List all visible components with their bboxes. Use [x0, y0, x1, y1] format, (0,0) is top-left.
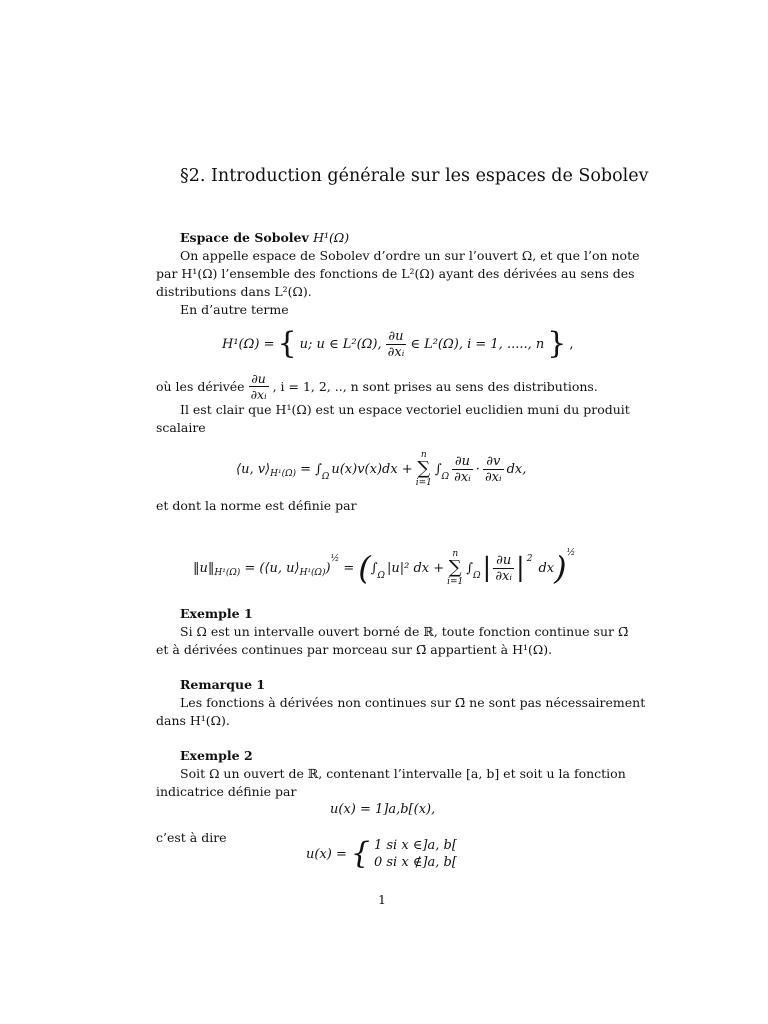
fraction-denominator: ∂xᵢ	[387, 344, 405, 360]
fraction-numerator: ∂v	[483, 454, 504, 470]
paragraph-line: scalaire	[156, 420, 206, 435]
big-paren-open: (	[358, 549, 371, 587]
paragraph-line: En d’autre terme	[180, 302, 289, 317]
equation-exponent: ½	[330, 554, 340, 564]
case-line: 0 si x ∉]a, b[	[373, 855, 457, 870]
integral-symbol: ∫	[466, 560, 474, 576]
page-title: §2. Introduction générale sur les espaces de Sobolev	[180, 166, 649, 186]
integral-domain: Ω	[473, 571, 481, 581]
equation-lhs: ⟨u, v⟩	[236, 461, 271, 477]
cases-list	[374, 837, 457, 871]
equation-fraction	[493, 553, 514, 584]
equation-subscript: H¹(Ω)	[214, 568, 241, 578]
abs-bar: |	[515, 553, 525, 583]
equation-indicator: u(x) = 1]a,b[(x),	[330, 802, 436, 817]
sum-upper: n	[452, 549, 459, 559]
equation-exponent: 2	[526, 554, 533, 564]
paragraph-line: par H¹(Ω) l’ensemble des fonctions de L²(Ω) ayant des dérivées au sens des	[156, 266, 635, 281]
equation-lhs: ‖u‖	[193, 560, 215, 576]
paragraph-line	[156, 368, 598, 404]
equation-fraction	[386, 329, 407, 360]
page-number: 1	[378, 892, 386, 907]
equation-exponent: ½	[566, 548, 576, 558]
summation	[416, 450, 432, 488]
equation-part: dx	[538, 560, 555, 576]
big-paren-close: )	[554, 549, 567, 587]
example-heading: Exemple 1	[180, 606, 253, 621]
sum-upper: n	[420, 450, 427, 460]
fraction-denominator: ∂xᵢ	[484, 469, 502, 485]
paragraph-line: dans H¹(Ω).	[156, 713, 230, 728]
paren-close: )	[325, 560, 331, 576]
example-heading: Exemple 2	[180, 748, 253, 763]
fraction-denominator: ∂xᵢ	[250, 386, 267, 402]
section-heading-text: Espace de Sobolev	[180, 230, 309, 245]
equation-norm	[193, 540, 575, 596]
fraction-numerator: ∂u	[452, 454, 473, 470]
paragraph-line: Soit Ω un ouvert de ℝ, contenant l’intervalle [a, b] et soit u la fonction	[180, 766, 626, 781]
sum-lower: i=1	[447, 577, 464, 587]
equation-set-part: ∈ L²(Ω), i = 1, ....., n	[410, 336, 545, 352]
text-fragment: où les dérivée	[156, 378, 245, 394]
paragraph-line: On appelle espace de Sobolev d’ordre un sur l’ouvert Ω, et que l’on note	[180, 248, 640, 263]
integral-symbol: ∫	[370, 560, 378, 576]
equation-part: =	[343, 560, 355, 576]
equation-cases	[306, 834, 457, 874]
integral-domain: Ω	[441, 472, 450, 482]
equation-part: dx,	[506, 461, 527, 477]
equation-lhs: H¹(Ω) =	[222, 336, 275, 352]
remark-heading: Remarque 1	[180, 677, 266, 692]
equation-part: |u|² dx +	[386, 560, 445, 576]
equation-lhs: u(x) =	[306, 846, 347, 862]
summation	[447, 549, 463, 587]
sigma-symbol: ∑	[417, 458, 431, 479]
equation-h1-definition	[222, 322, 573, 366]
equation-brace-close: }	[547, 326, 567, 361]
equation-part: = (⟨u, u⟩	[244, 560, 300, 576]
section-heading	[180, 230, 349, 245]
section-heading-math: H¹(Ω)	[313, 230, 350, 245]
equation-comma: ,	[569, 336, 574, 352]
text-fragment: , i = 1, 2, .., n sont prises au sens des distributions.	[272, 378, 598, 394]
sum-lower: i=1	[415, 478, 432, 488]
dot-operator: ·	[475, 461, 480, 477]
equation-brace-open: {	[277, 326, 297, 361]
fraction-numerator: ∂u	[386, 329, 407, 345]
paragraph-line: c’est à dire	[156, 830, 227, 845]
equation-subscript: H¹(Ω)	[299, 568, 326, 578]
equation-fraction	[452, 454, 473, 485]
equation-part: = ∫	[300, 461, 322, 477]
fraction-denominator: ∂xᵢ	[454, 469, 471, 485]
paragraph-line: indicatrice définie par	[156, 784, 297, 799]
paragraph-line: Les fonctions à dérivées non continues sur Ω̄ ne sont pas nécessairement	[180, 695, 646, 710]
fraction-numerator: ∂u	[493, 553, 514, 569]
equation-part: u(x)v(x)dx +	[331, 461, 413, 477]
fraction-denominator: ∂xᵢ	[495, 568, 512, 584]
cases-brace: {	[350, 836, 370, 871]
paragraph-line: distributions dans L²(Ω).	[156, 284, 312, 299]
sigma-symbol: ∑	[448, 557, 462, 578]
equation-scalar-product	[236, 446, 526, 492]
case-line: 1 si x ∈]a, b[	[373, 838, 457, 853]
equation-subscript: H¹(Ω)	[270, 469, 297, 479]
integral-domain: Ω	[377, 571, 385, 581]
paragraph-line: Il est clair que H¹(Ω) est un espace vectoriel euclidien muni du produit	[180, 402, 630, 417]
integral-domain: Ω	[321, 472, 330, 482]
equation-set-part: u; u ∈ L²(Ω),	[299, 336, 382, 352]
paragraph-line: Si Ω est un intervalle ouvert borné de ℝ, toute fonction continue sur Ω̄	[180, 624, 629, 639]
integral-symbol: ∫	[434, 461, 442, 477]
paragraph-line: et à dérivées continues par morceau sur Ω̄ appartient à H¹(Ω).	[156, 642, 553, 657]
equation-fraction	[483, 454, 504, 485]
abs-bar: |	[482, 553, 492, 583]
inline-fraction	[249, 371, 269, 402]
paragraph-line: et dont la norme est définie par	[156, 498, 357, 513]
fraction-numerator: ∂u	[249, 371, 269, 387]
